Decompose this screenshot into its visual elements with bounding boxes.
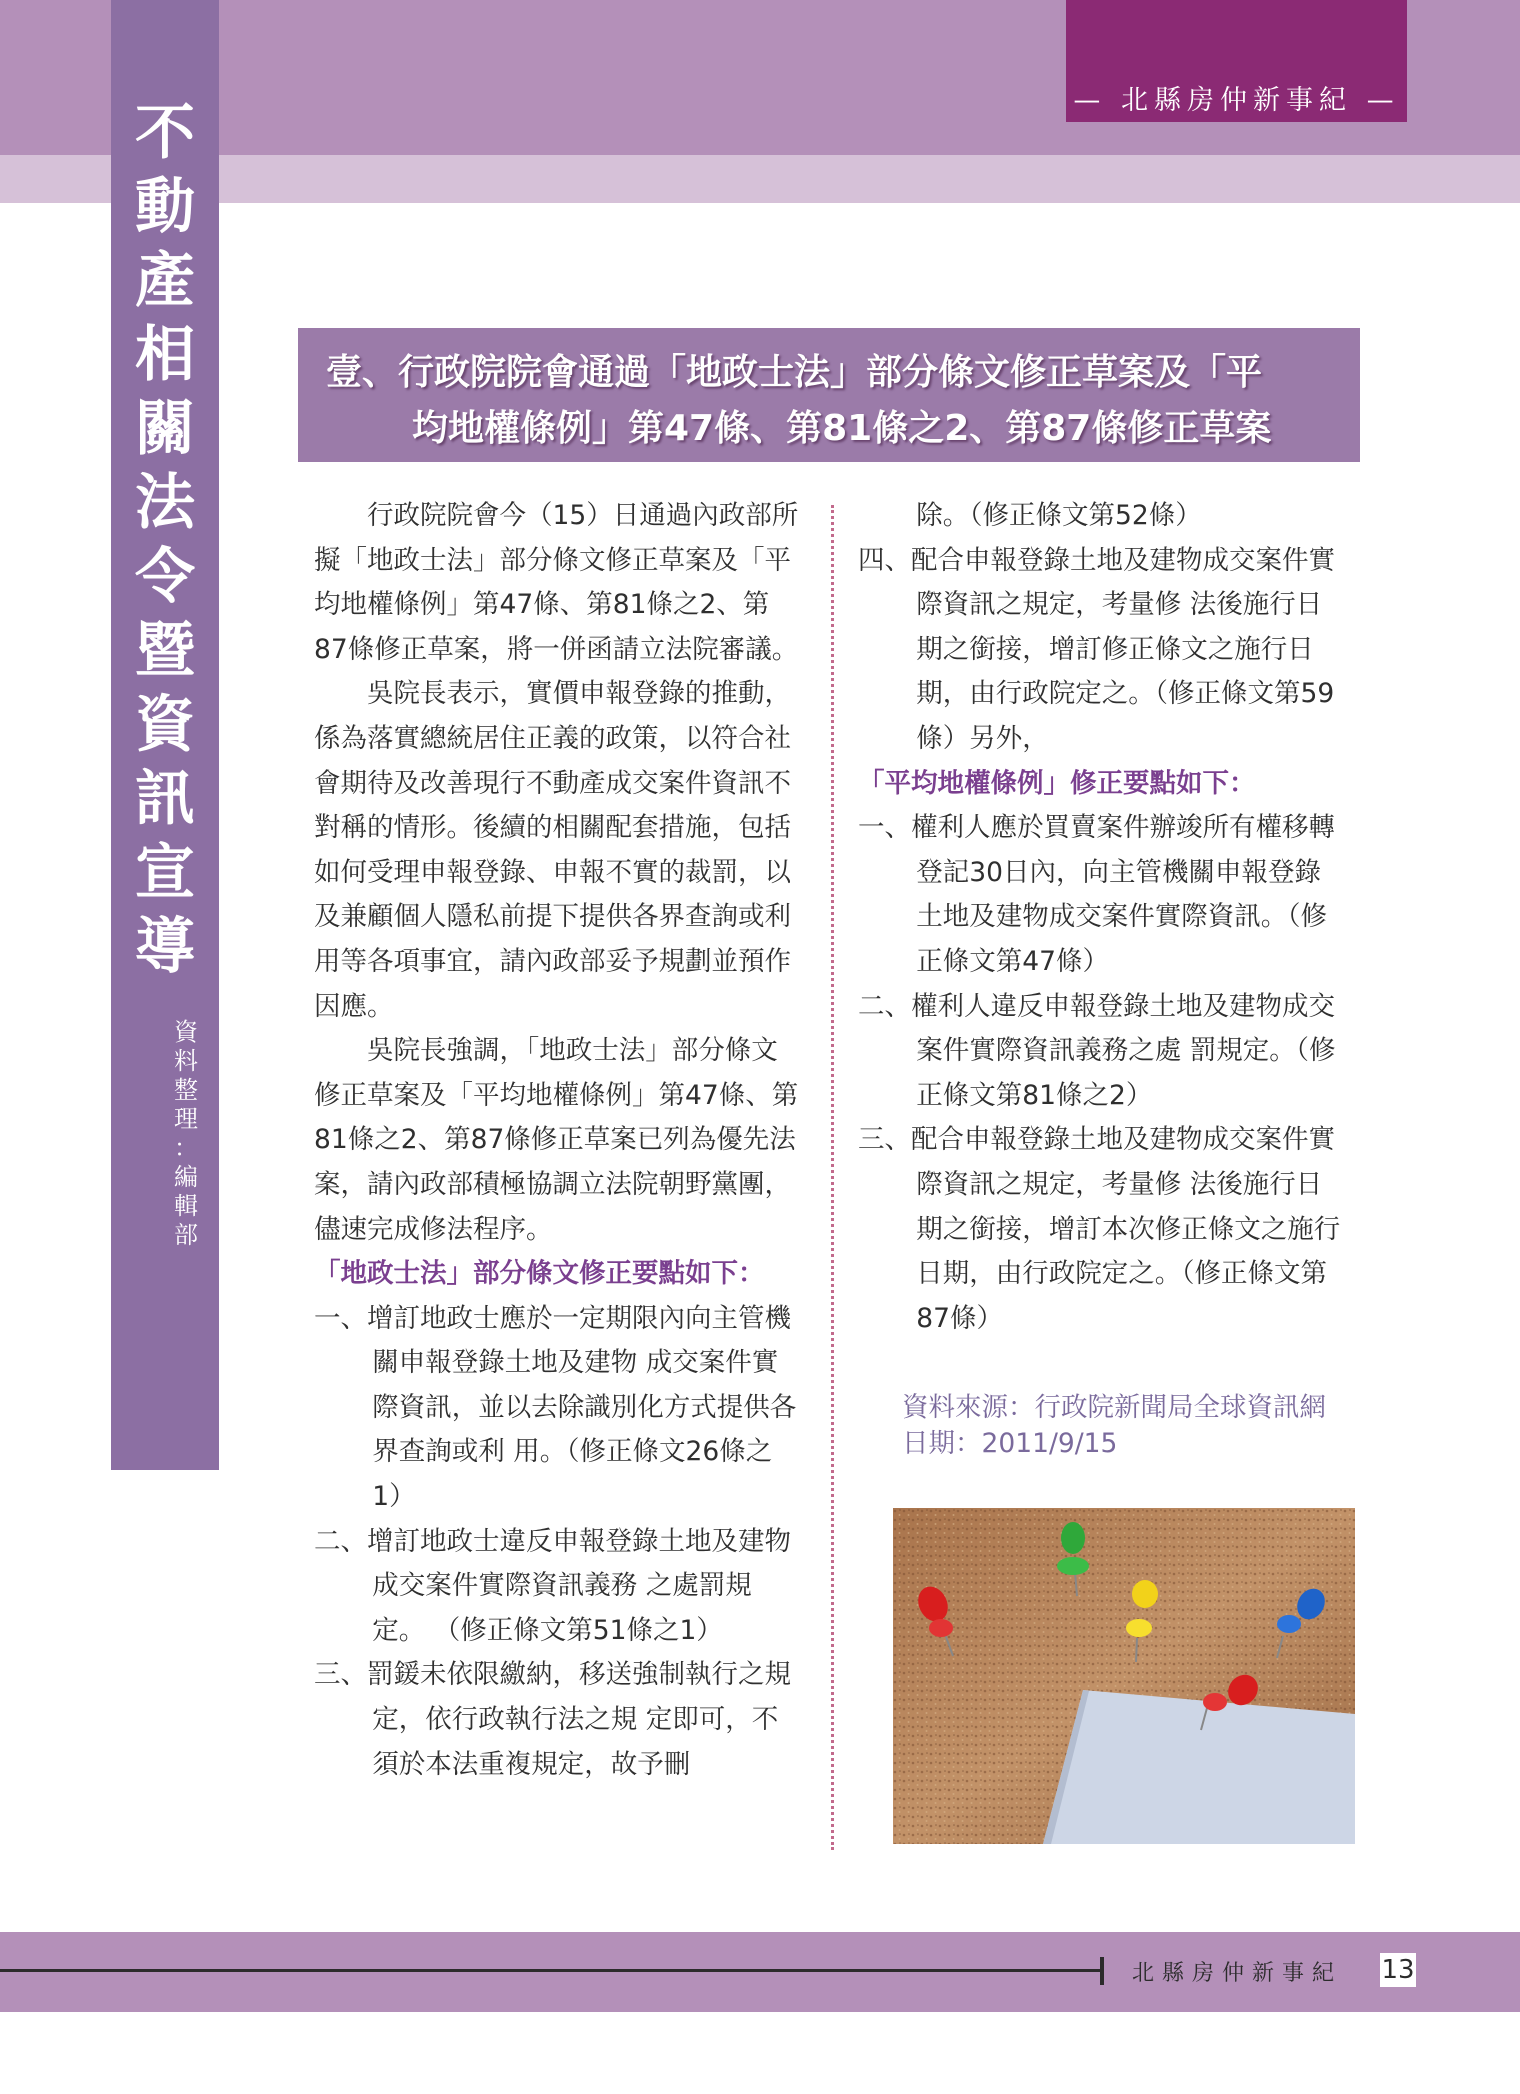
editor-credit bbox=[168, 1018, 204, 1250]
editor-credit-char: 料 bbox=[174, 1047, 198, 1075]
section-heading: 「地政士法」部分條文修正要點如下： bbox=[314, 1258, 765, 1290]
list-item: 二、權利人違反申報登錄土地及建物成交案件實際資訊義務之處 罰規定。（修正條文第81條之2） bbox=[858, 990, 1336, 1111]
list-item: 三、罰鍰未依限繳納，移送強制執行之規定，依行政執行法之規 定即可，不須於本法重複規定，故予刪 bbox=[314, 1659, 791, 1780]
list-item: 三、配合申報登錄土地及建物成交案件實際資訊之規定，考量修 法後施行日期之銜接，增訂本次修正條文之施行日期，由行政院定之。（修正條文第87條） bbox=[858, 1124, 1341, 1334]
paragraph: 吳院長強調，「地政士法」部分條文修正草案及「平均地權條例」第47條、第81條之2、第87條修正草案已列為優先法案，請內政部積極協調立法院朝野黨團，儘速完成修法程序。 bbox=[314, 1035, 799, 1245]
section-title-char: 暨 bbox=[135, 616, 195, 686]
section-title-char: 令 bbox=[135, 542, 195, 612]
list-item-continuation: 除。（修正條文第52條） bbox=[916, 500, 1202, 531]
pushpin-photo bbox=[893, 1508, 1355, 1844]
section-title-char: 動 bbox=[135, 172, 195, 242]
footer-magazine-name: 北縣房仲新事紀 bbox=[1132, 1961, 1343, 1986]
section-title-char: 關 bbox=[135, 394, 195, 464]
editor-credit-char: 輯 bbox=[174, 1192, 198, 1220]
editor-credit-char: 資 bbox=[174, 1018, 198, 1046]
article-title-line-2: 均地權條例」第47條、第81條之2、第87條修正草案 bbox=[412, 408, 1272, 449]
column-divider bbox=[831, 505, 834, 1850]
list-item: 四、配合申報登錄土地及建物成交案件實際資訊之規定，考量修 法後施行日期之銜接，增訂修正條文之施行日期，由行政院定之。（修正條文第59條）另外， bbox=[858, 544, 1335, 754]
section-title-char: 相 bbox=[135, 320, 195, 390]
section-title-char: 宣 bbox=[135, 838, 195, 908]
paragraph: 行政院院會今（15）日通過內政部所擬「地政士法」部分條文修正草案及「平均地權條例」第47條、第81條之2、第87條修正草案，將一併函請立法院審議。 bbox=[314, 500, 799, 665]
header-band-light bbox=[0, 155, 1520, 203]
section-title-char: 資 bbox=[135, 690, 195, 760]
editor-credit-char: 整 bbox=[174, 1076, 198, 1104]
right-column bbox=[858, 494, 1346, 1341]
magazine-name: — 北縣房仲新事紀 — bbox=[1073, 85, 1400, 116]
section-title-char: 訊 bbox=[135, 764, 195, 834]
section-title-char: 產 bbox=[135, 246, 195, 316]
section-title-char: 不 bbox=[135, 98, 195, 168]
list-item: 一、增訂地政士應於一定期限內向主管機關申報登錄土地及建物 成交案件實際資訊，並以去除識別化方式提供各界查詢或利 用。（修正條文26條之1） bbox=[314, 1302, 797, 1513]
page-number: 13 bbox=[1381, 1955, 1415, 1985]
section-title bbox=[111, 96, 219, 984]
section-title-char: 法 bbox=[135, 468, 195, 538]
section-heading: 「平均地權條例」修正要點如下： bbox=[858, 767, 1256, 799]
section-title-char: 導 bbox=[135, 912, 195, 982]
footer-rule bbox=[0, 1969, 1100, 1972]
source-date: 日期：2011/9/15 bbox=[902, 1428, 1118, 1459]
list-item: 一、權利人應於買賣案件辦竣所有權移轉登記30日內，向主管機關申報登錄土地及建物成交案件實際資訊。（修正條文第47條） bbox=[858, 812, 1335, 977]
editor-credit-char: ： bbox=[174, 1134, 198, 1162]
editor-credit-char: 理 bbox=[174, 1105, 198, 1133]
editor-credit-char: 部 bbox=[174, 1221, 198, 1249]
left-column bbox=[314, 494, 800, 1787]
source-text: 資料來源：行政院新聞局全球資訊網 bbox=[902, 1392, 1326, 1423]
article-title-line-1: 壹、行政院院會通過「地政士法」部分條文修正草案及「平 bbox=[326, 352, 1263, 393]
paragraph: 吳院長表示，實價申報登錄的推動，係為落實總統居住正義的政策，以符合社會期待及改善現行不動產成交案件資訊不對稱的情形。後續的相關配套措施，包括如何受理申報登錄、申報不實的裁罰，以及兼顧個人隱私前提下提供各界查詢或利用等各項事宜，請內政部妥予規劃並預作因應。 bbox=[314, 678, 791, 1022]
source-note bbox=[902, 1390, 1326, 1462]
list-item: 二、增訂地政士違反申報登錄土地及建物成交案件實際資訊義務 之處罰規定。 （修正條文第51條之1） bbox=[314, 1525, 791, 1646]
footer-rule-tick bbox=[1100, 1957, 1104, 1985]
editor-credit-char: 編 bbox=[174, 1163, 198, 1191]
